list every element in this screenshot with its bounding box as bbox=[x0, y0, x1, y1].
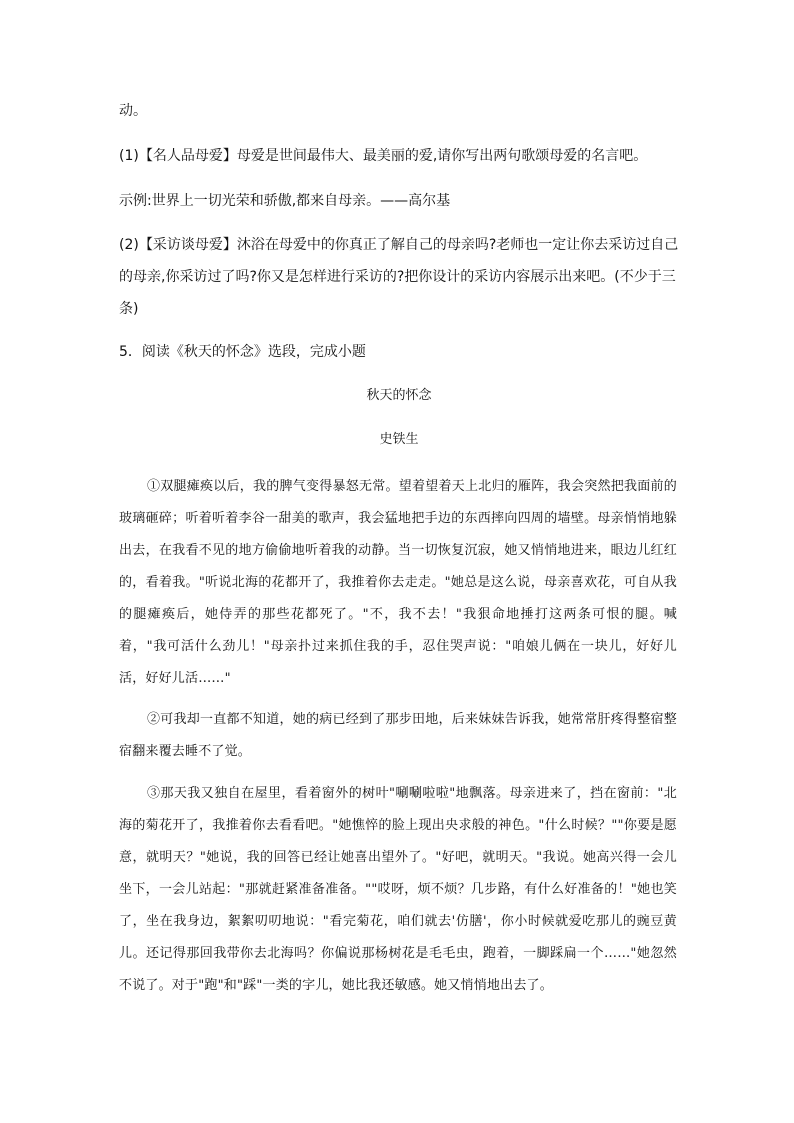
article-title: 秋天的怀念 bbox=[366, 388, 432, 403]
article-paragraph-3: ③那天我又独自在屋里，看着窗外的树叶"唰唰啦啦"地飘落。母亲进来了，挡在窗前："北海的菊花开了，我推着你去看看吧。"她憔悴的脸上现出央求般的神色。"什么时候？""你要是愿意，就明天？"她说，我的回答已经让她喜出望外了。"好吧，就明天。"我说。她高兴得一会儿坐下，一会儿站起："那就赶紧准备准备。""哎呀，烦不烦？几步路，有什么好准备的！"她也笑了，坐在我身边，絮絮叨叨地说："看完菊花，咱们就去'仿膳'，你小时候就爱吃那儿的豌豆黄儿。还记得那回我带你去北海吗？你偏说那杨树花是毛毛虫，跑着，一脚踩扁一个……"她忽然不说了。对于"跑"和"踩"一类的字儿，她比我还敏感。她又悄悄地出去了。 bbox=[119, 786, 677, 993]
article-paragraph-1: ①双腿瘫痪以后，我的脾气变得暴怒无常。望着望着天上北归的雁阵，我会突然把我面前的玻璃砸碎；听着听着李谷一甜美的歌声，我会猛地把手边的东西摔向四周的墙壁。母亲悄悄地躲出去，在我看不见的地方偷偷地听着我的动静。当一切恢复沉寂，她又悄悄地进来，眼边儿红红的，看着我。"听说北海的花都开了，我推着你去走走。"她总是这么说，母亲喜欢花，可自从我的腿瘫痪后，她侍弄的那些花都死了。"不，我不去！"我狠命地捶打这两条可恨的腿。喊着，"我可活什么劲儿！"母亲扑过来抓住我的手，忍住哭声说："咱娘儿俩在一块儿，好好儿活，好好儿活……" bbox=[119, 479, 677, 686]
question-1: (1)【名人品母爱】母爱是世间最伟大、最美丽的爱,请你写出两句歌颂母爱的名言吧。 bbox=[119, 148, 648, 164]
article-author: 史铁生 bbox=[379, 432, 419, 447]
question-5: 5．阅读《秋天的怀念》选段，完成小题 bbox=[119, 344, 366, 360]
question-fragment: 动。 bbox=[119, 103, 147, 119]
question-2: (2)【采访谈母爱】沐浴在母爱中的你真正了解自己的母亲吗?老师也一定让你去采访过自己的母亲,你采访过了吗?你又是怎样进行采访的?把你设计的采访内容展示出来吧。(不少于三条) bbox=[119, 237, 679, 317]
article-paragraph-2: ②可我却一直都不知道，她的病已经到了那步田地，后来妹妹告诉我，她常常肝疼得整宿整宿翻来覆去睡不了觉。 bbox=[119, 712, 677, 759]
example-quote: 示例:世界上一切光荣和骄傲,都来自母亲。——高尔基 bbox=[119, 193, 451, 209]
